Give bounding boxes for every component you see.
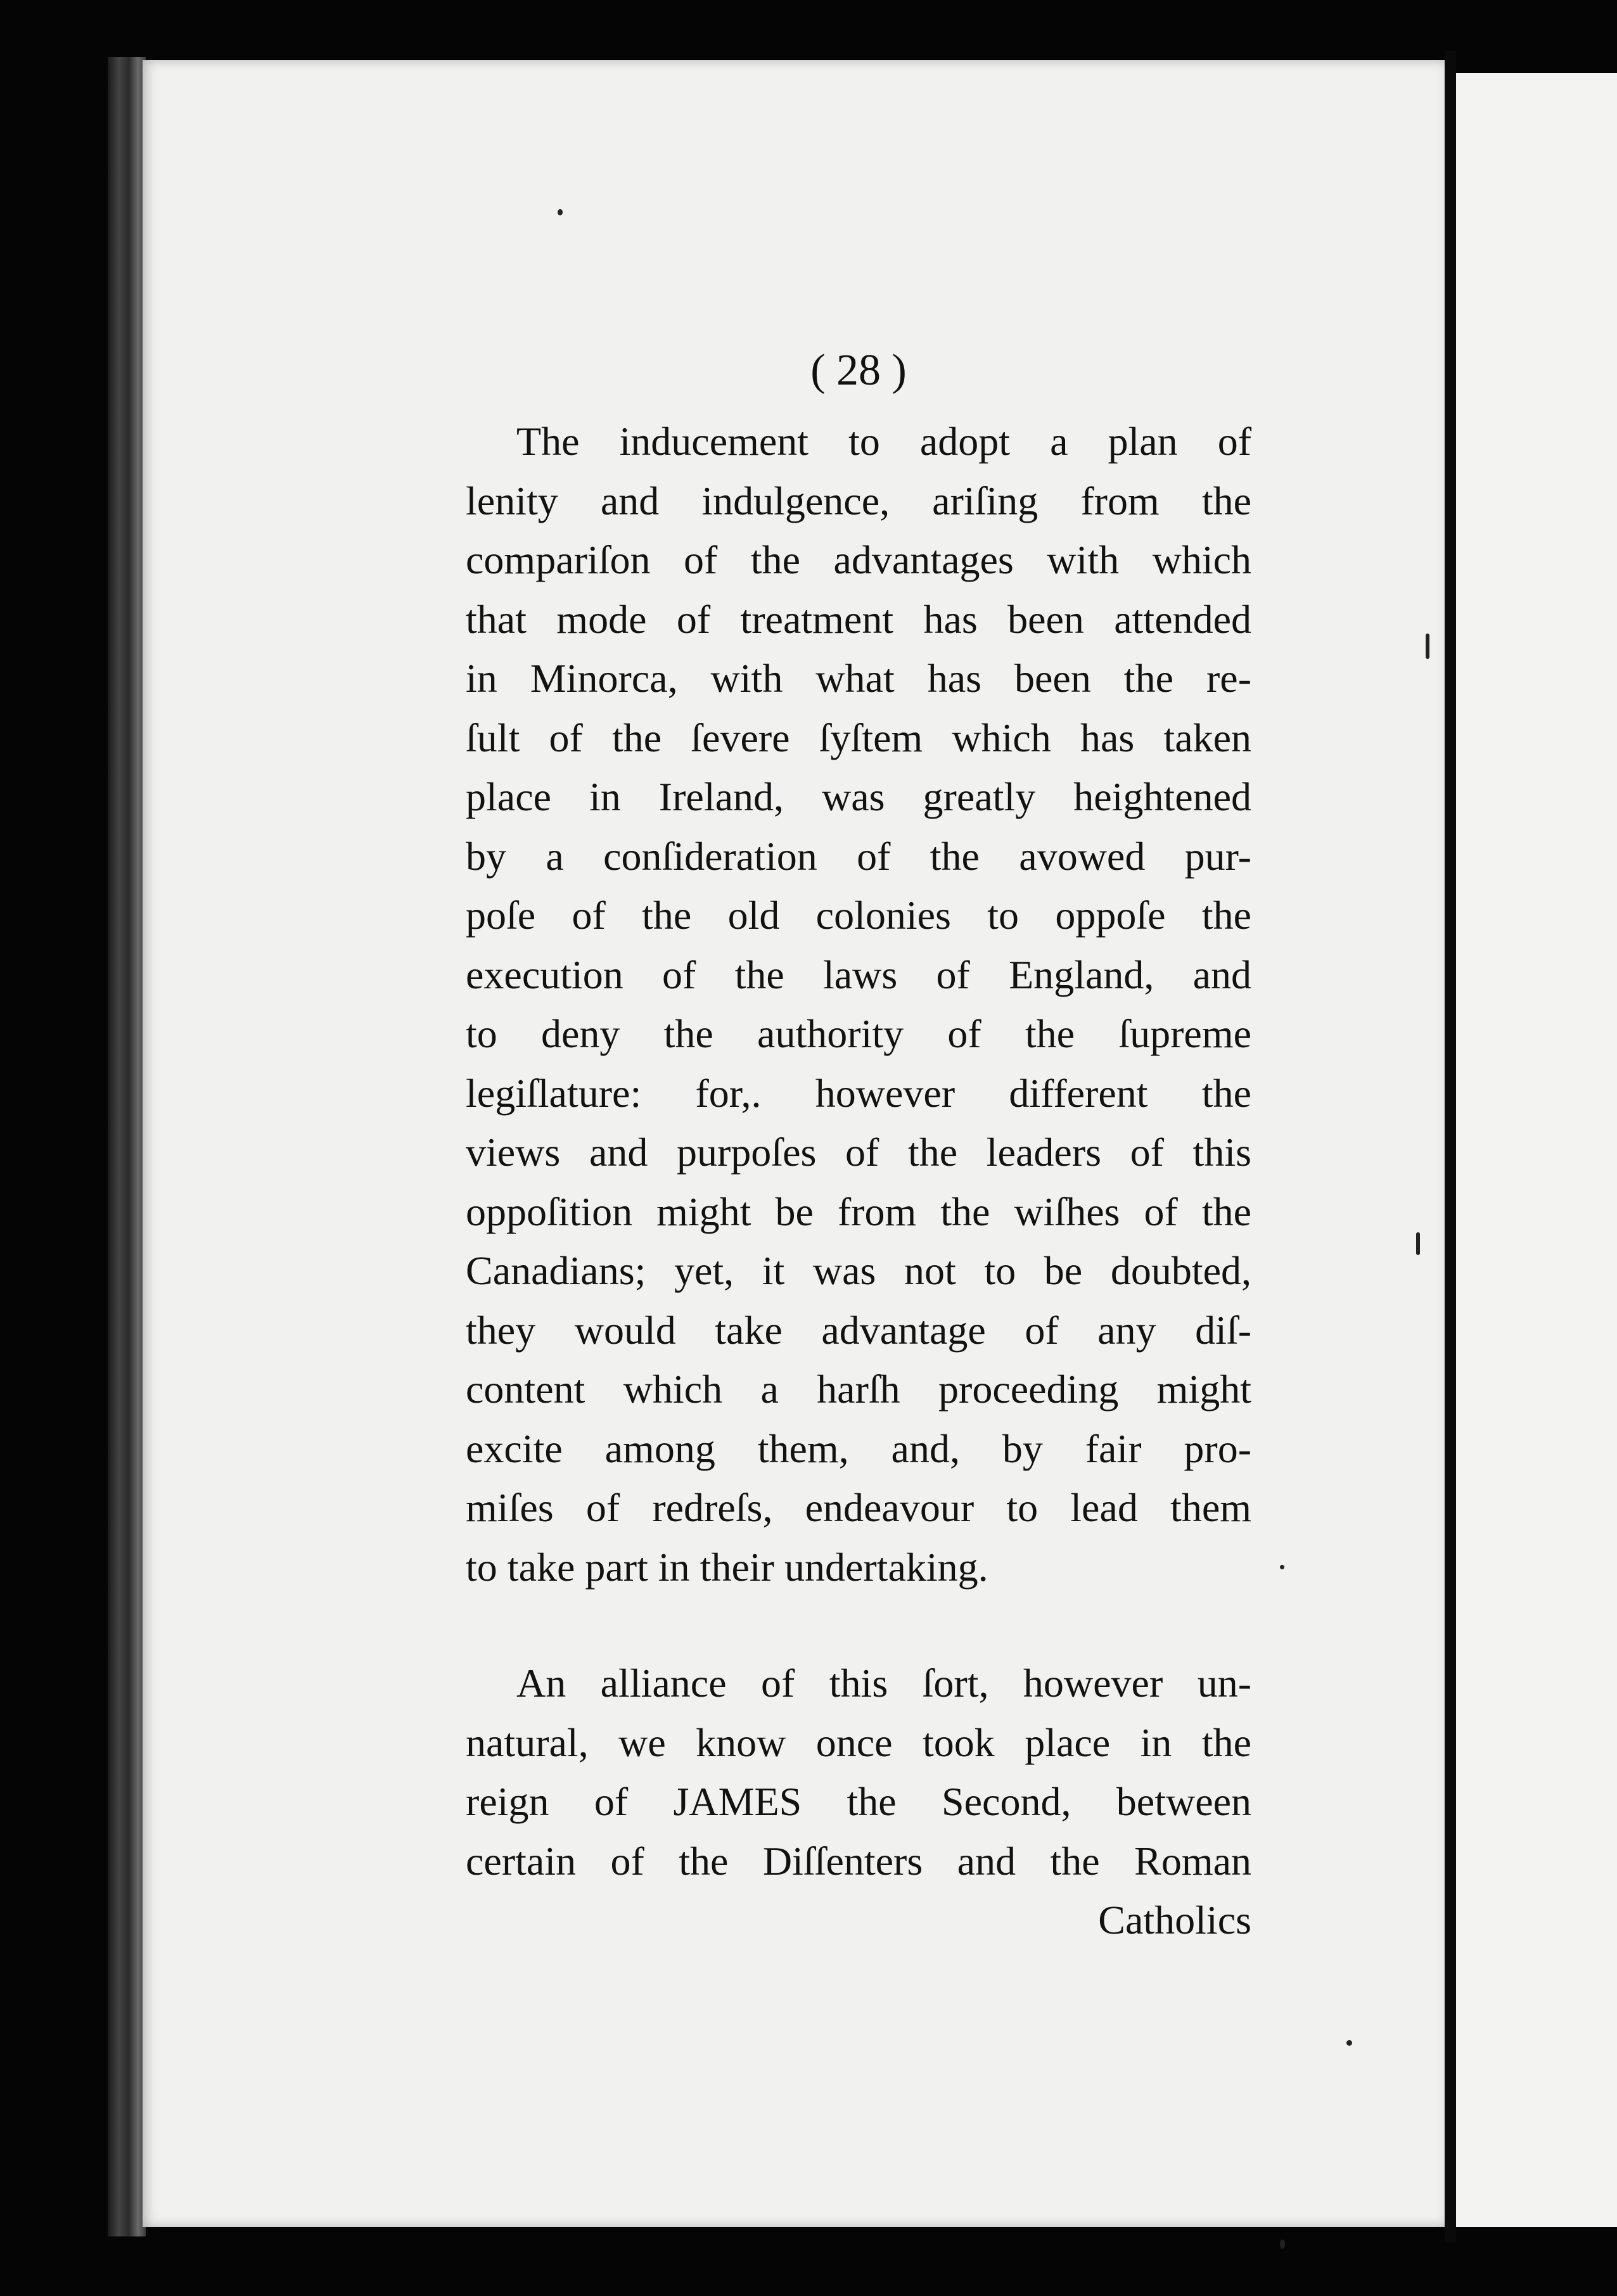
text-line: place in Ireland, was greatly heightened	[466, 774, 1251, 819]
text-line: they would take advantage of any diſ-	[466, 1307, 1251, 1353]
text-line: to deny the authority of the ſupreme	[466, 1011, 1251, 1056]
body-text	[466, 412, 1251, 1950]
text-line: views and purpoſes of the leaders of this	[466, 1130, 1251, 1175]
text-line: that mode of treatment has been attended	[466, 596, 1251, 642]
text-line: in Minorca, with what has been the re-	[466, 656, 1251, 701]
ink-speck	[1280, 2240, 1285, 2248]
text-line: The inducement to adopt a plan of	[516, 419, 1251, 464]
text-line: reign of JAMES the Second, between	[466, 1779, 1251, 1824]
ink-speck	[1280, 1565, 1284, 1569]
paragraph-1	[466, 412, 1251, 1597]
text-line: miſes of redreſs, endeavour to lead them	[466, 1485, 1251, 1530]
text-line: ſult of the ſevere ſyſtem which has taken	[466, 715, 1251, 760]
ink-speck	[1416, 1232, 1420, 1255]
text-line: excite among them, and, by fair pro-	[466, 1425, 1251, 1471]
text-line: to take part in their undertaking.	[466, 1544, 988, 1590]
catchword: Catholics	[1098, 1897, 1251, 1942]
facing-page-edge	[1456, 73, 1617, 2227]
ink-speck	[1426, 634, 1429, 659]
text-line: poſe of the old colonies to oppoſe the	[466, 893, 1251, 938]
text-line: Canadians; yet, it was not to be doubted,	[466, 1248, 1251, 1293]
text-line: oppoſition might be from the wiſhes of the	[466, 1189, 1251, 1234]
ink-speck	[1346, 2040, 1352, 2046]
text-line: natural, we know once took place in the	[466, 1719, 1251, 1765]
text-line: An alliance of this ſort, however un-	[516, 1661, 1251, 1706]
text-line: execution of the laws of England, and	[466, 952, 1251, 997]
text-line: content which a harſh proceeding might	[466, 1367, 1251, 1412]
page-gutter	[1445, 51, 1456, 2243]
text-line: compariſon of the advantages with which	[466, 537, 1251, 582]
text-line: lenity and indulgence, ariſing from the	[466, 478, 1251, 523]
page-number: ( 28 )	[810, 346, 907, 395]
paragraph-2	[466, 1654, 1251, 1950]
text-line: legiſlature: for,. however different the	[466, 1070, 1251, 1116]
ink-speck	[558, 209, 563, 215]
text-line: certain of the Diſſenters and the Roman	[466, 1838, 1251, 1884]
book-binding-edge	[108, 57, 146, 2236]
text-line: by a conſideration of the avowed pur-	[466, 833, 1251, 879]
